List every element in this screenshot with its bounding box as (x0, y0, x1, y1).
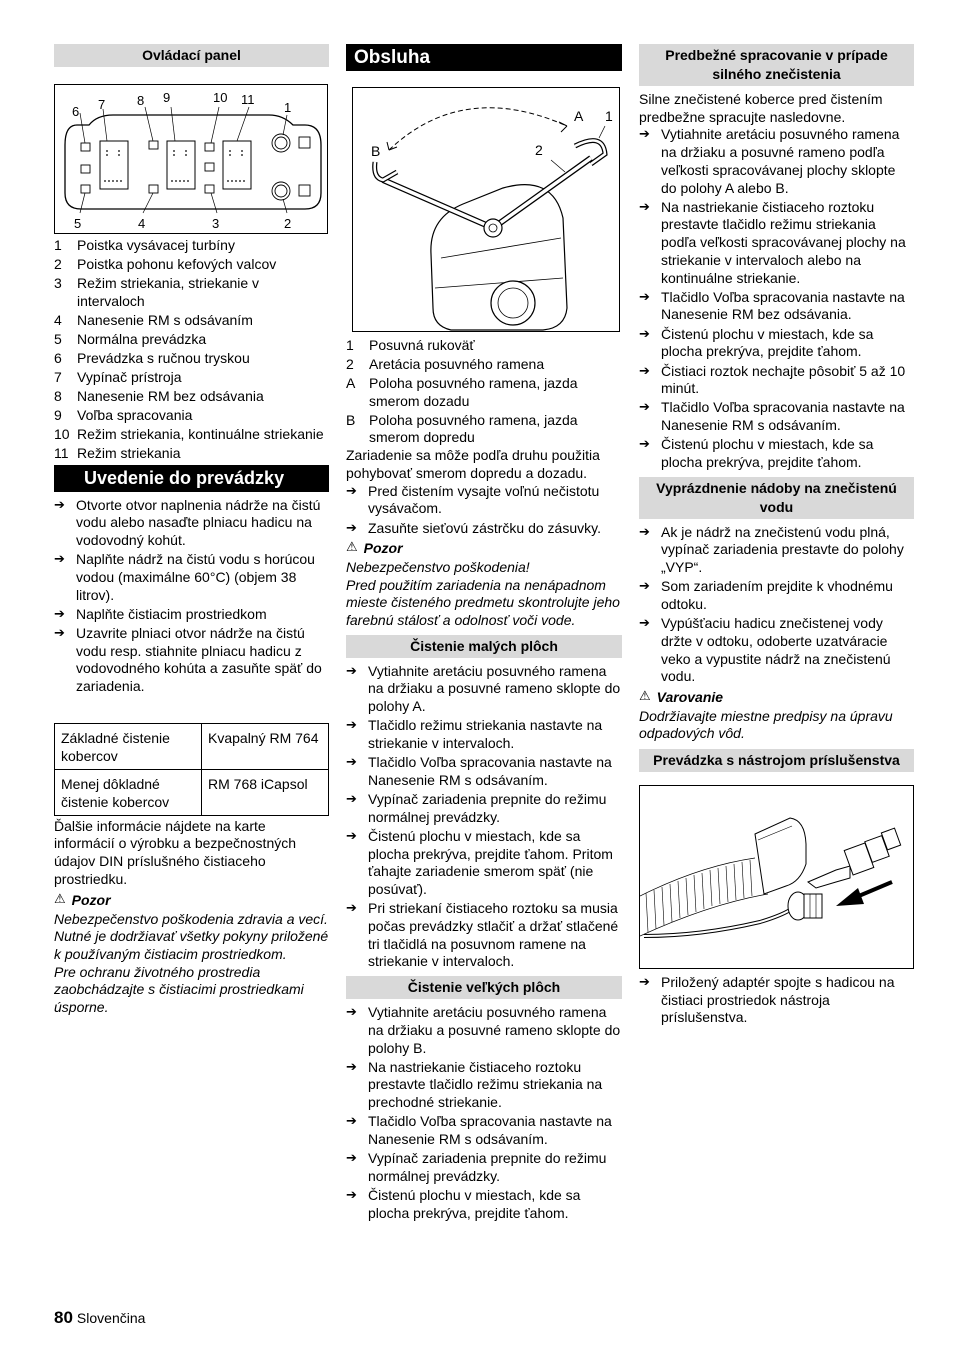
warning-text: Dodržiavajte miestne predpisy na úpravu odpadových vôd. (639, 707, 893, 742)
callout-3: 3 (212, 216, 220, 231)
table-row (55, 723, 329, 769)
item-number: 5 (54, 330, 62, 347)
item-text: Poloha posuvného ramena, jazda smerom dozadu (369, 375, 578, 409)
caution-label: Pozor (71, 891, 111, 908)
table-cell: Kvapalný RM 764 (202, 723, 329, 769)
hose-adapter-drawing (640, 786, 913, 968)
step-item: ➔ Pri striekaní čistiaceho roztoku sa musia počas prevádzky stlačiť a držať stlačené tri tlačidlá na posuvnom ramene na striekanie v intervaloch. (346, 900, 622, 971)
list-item (54, 388, 329, 406)
callout-7: 7 (98, 97, 106, 112)
language-label: Slovenčina (76, 1310, 146, 1326)
list-item (346, 337, 622, 355)
heading-operation: Obsluha (346, 44, 622, 71)
item-number: 7 (54, 369, 62, 386)
item-number: 11 (54, 445, 69, 462)
heading-large-areas: Čistenie veľkých plôch (346, 976, 622, 999)
step-item: ➔ Tlačidlo režimu striekania nastavte na striekanie v intervaloch. (346, 717, 622, 752)
step-item: ➔ Vytiahnite aretáciu posuvného ramena na držiaku a posuvné rameno sklopte do polohy B. (346, 1004, 622, 1057)
accessory-steps (639, 974, 914, 1027)
caution-text: Nebezpečenstvo poškodenia zdravia a vecí. Nutné je dodržiavať všetky pokyny priložené k používaným čistiacim prostriedkom. (54, 910, 329, 962)
step-item: ➔ Čistenú plochu v miestach, kde sa plocha prekrýva, prejdite ťahom. (346, 1187, 622, 1222)
item-text: Nanesenie RM bez odsávania (77, 388, 264, 405)
control-panel-drawing (55, 85, 327, 233)
step-item: ➔ Uzavrite plniaci otvor nádrže na čistú vodu resp. stiahnite plniacu hadicu z vodovodného kohúta a zasuňte späť do zariadenia. (54, 625, 329, 696)
list-item (54, 350, 329, 368)
callout-1: 1 (284, 100, 292, 115)
caution-label: Pozor (363, 539, 403, 556)
callout-2: 2 (535, 142, 543, 158)
step-item: ➔ Som zariadením prejdite k vhodnému odtoku. (639, 578, 914, 613)
column-right (639, 44, 914, 1029)
item-text: Nanesenie RM s odsávaním (77, 311, 253, 328)
heading-empty-tank: Vyprázdnenie nádoby na znečistenú vodu (639, 477, 914, 519)
machine-drawing (353, 88, 619, 331)
item-text: Normálna prevádzka (77, 330, 207, 347)
item-text: Posuvná rukoväť (369, 337, 475, 353)
step-item: ➔ Na nastriekanie čistiaceho roztoku prestavte tlačidlo režimu striekania podľa veľkosti spracovávanej plochy na striekanie v intervaloch alebo na kontinuálne striekanie. (639, 199, 914, 288)
list-item (54, 312, 329, 330)
caution-text: Nebezpečenstvo poškodenia! Pred použitím zariadenia na nenápadnom mieste čisteného predmetu skontrolujte jeho farebnú stálosť a odolnosť voči vode. (346, 558, 620, 628)
step-item: ➔ Na nastriekanie čistiaceho roztoku prestavte tlačidlo režimu striekania na prechodné striekanie. (346, 1059, 622, 1112)
item-number: 1 (346, 337, 354, 353)
item-text: Režim striekania (77, 445, 181, 462)
item-text: Voľba spracovania (77, 407, 193, 424)
callout-9: 9 (163, 90, 171, 105)
detergent-table (54, 723, 329, 816)
step-item: ➔ Čistenú plochu v miestach, kde sa plocha prekrýva, prejdite ťahom. (639, 326, 914, 361)
callout-B: B (371, 143, 381, 159)
callout-1: 1 (605, 108, 613, 124)
step-item: ➔ Tlačidlo Voľba spracovania nastavte na Nanesenie RM s odsávaním. (346, 754, 622, 789)
list-item (54, 445, 329, 463)
item-text: Režim striekania, striekanie v intervaloch (77, 275, 260, 309)
intro-steps-list (346, 483, 622, 538)
item-number: 8 (54, 388, 62, 405)
empty-tank-steps (639, 524, 914, 686)
callout-A: A (574, 108, 584, 124)
callout-2: 2 (284, 216, 292, 231)
step-item: ➔ Vypínač zariadenia prepnite do režimu normálnej prevádzky. (346, 791, 622, 826)
warning-triangle-icon: ⚠ (54, 891, 66, 907)
step-item: ➔ Čistiaci roztok nechajte pôsobiť 5 až 10 minút. (639, 363, 914, 398)
warning-triangle-icon: ⚠ (639, 688, 651, 704)
list-item (346, 412, 622, 447)
callout-4: 4 (138, 216, 146, 231)
item-text: Poloha posuvného ramena, jazda smerom dopredu (369, 411, 578, 446)
caution-text-env: Pre ochranu životného prostredia zaobchádzajte s čistiacimi prostriedkami úsporne. (54, 963, 304, 1016)
list-item (54, 237, 329, 255)
callout-11: 11 (241, 92, 255, 107)
start-steps-list (54, 497, 329, 696)
list-item (346, 375, 622, 410)
table-cell: RM 768 iCapsol (202, 769, 329, 815)
step-item: ➔ Zasuňte sieťovú zástrčku do zásuvky. (346, 520, 622, 538)
step-item: ➔ Vypínač zariadenia prepnite do režimu normálnej prevádzky. (346, 1150, 622, 1185)
table-cell: Menej dôkladné čistenie kobercov (55, 769, 202, 815)
step-item: ➔ Tlačidlo Voľba spracovania nastavte na Nanesenie RM s odsávaním. (346, 1113, 622, 1148)
warning-triangle-icon: ⚠ (346, 539, 358, 555)
accessory-figure (639, 785, 914, 969)
callout-5: 5 (74, 216, 82, 231)
heading-control-panel: Ovládací panel (54, 44, 329, 67)
item-number: 2 (54, 256, 62, 273)
intro-text: Zariadenie sa môže podľa druhu použitia pohybovať smerom dopredu a dozadu. (346, 447, 600, 482)
heading-start-up: Uvedenie do prevádzky (54, 465, 329, 492)
item-text: Vypínač prístroja (77, 369, 182, 386)
page-footer (54, 1308, 145, 1328)
item-text: Aretácia posuvného ramena (369, 356, 545, 373)
list-item (54, 407, 329, 425)
item-number: 1 (54, 237, 62, 253)
info-text: Ďalšie informácie nájdete na karte informácií o výrobku a bezpečnostných údajov DIN príslušného čistiaceho prostriedku. (54, 817, 297, 887)
callout-10: 10 (213, 90, 228, 105)
warning-label: Varovanie (656, 688, 724, 705)
step-item: ➔ Priložený adaptér spojte s hadicou na čistiaci prostriedok nástroja príslušenstva. (639, 974, 914, 1027)
item-number: 10 (54, 426, 70, 443)
panel-legend-list (54, 237, 329, 463)
pretreatment-steps (639, 126, 914, 471)
step-item: ➔ Pred čistením vysajte voľnú nečistotu vysávačom. (346, 483, 622, 518)
column-left (54, 44, 329, 1017)
step-item: ➔ Tlačidlo Voľba spracovania nastavte na Nanesenie RM s odsávaním. (639, 399, 914, 434)
step-item: ➔ Čistenú plochu v miestach, kde sa plocha prekrýva, prejdite ťahom. (639, 436, 914, 471)
item-number: 6 (54, 349, 62, 366)
page-number: 80 (54, 1308, 73, 1327)
item-number: 4 (54, 311, 62, 328)
item-number: 3 (54, 275, 62, 292)
item-text: Prevádzka s ručnou tryskou (77, 349, 250, 366)
item-number: A (346, 375, 356, 392)
step-item: ➔ Tlačidlo Voľba spracovania nastavte na Nanesenie RM bez odsávania. (639, 289, 914, 324)
item-text: Režim striekania, kontinuálne striekanie (77, 426, 324, 443)
large-areas-steps (346, 1004, 622, 1222)
figure-legend-list (346, 337, 622, 447)
item-number: 2 (346, 356, 354, 373)
step-item: ➔ Naplňte čistiacim prostriedkom (54, 606, 329, 624)
warning-heading (639, 688, 914, 706)
small-areas-steps (346, 663, 622, 971)
caution-heading (54, 891, 329, 909)
list-item (54, 331, 329, 349)
item-number: 9 (54, 407, 62, 424)
step-item: ➔ Čistenú plochu v miestach, kde sa plocha prekrýva, prejdite ťahom. Pritom ťahajte zariadenie smerom späť (nie posúvať). (346, 828, 622, 899)
list-item (54, 275, 329, 310)
list-item (54, 369, 329, 387)
callout-6: 6 (72, 104, 80, 119)
table-row (55, 769, 329, 815)
list-item (346, 356, 622, 374)
item-text: Poistka pohonu kefových valcov (77, 256, 277, 273)
heading-accessory: Prevádzka s nástrojom príslušenstva (639, 749, 914, 772)
table-cell: Základné čistenie kobercov (55, 723, 202, 769)
caution-heading (346, 539, 622, 557)
step-item: ➔ Ak je nádrž na znečistenú vodu plná, vypínač zariadenia prestavte do polohy „VYP“. (639, 524, 914, 577)
step-item: ➔ Otvorte otvor naplnenia nádrže na čistú vodu alebo nasaďte plniacu hadicu na vodovodný kohút. (54, 497, 329, 550)
step-item: ➔ Vytiahnite aretáciu posuvného ramena na držiaku a posuvné rameno podľa veľkosti spracovávanej plochy sklopte do polohy A alebo B. (639, 126, 914, 197)
step-item: ➔ Naplňte nádrž na čistú vodu s horúcou vodou (maximálne 60°C) (objem 38 litrov). (54, 551, 329, 604)
column-middle (346, 44, 622, 1224)
pretreatment-intro: Silne znečistené koberce pred čistením predbežne spracujte nasledovne. (639, 91, 883, 125)
control-panel-figure (54, 84, 328, 234)
list-item (54, 426, 329, 444)
heading-pretreatment: Predbežné spracovanie v prípade silného znečistenia (639, 44, 914, 86)
item-number: B (346, 411, 356, 428)
machine-figure (352, 87, 620, 332)
callout-8: 8 (137, 93, 145, 108)
heading-small-areas: Čistenie malých plôch (346, 635, 622, 658)
item-text: Poistka vysávacej turbíny (77, 237, 235, 253)
step-item: ➔ Vytiahnite aretáciu posuvného ramena na držiaku a posuvné rameno sklopte do polohy A. (346, 663, 622, 716)
step-item: ➔ Vypúšťaciu hadicu znečistenej vody držte v odtoku, odoberte uzatváracie veko a vypustite nádrž na znečistenú vodu. (639, 615, 914, 686)
list-item (54, 256, 329, 274)
